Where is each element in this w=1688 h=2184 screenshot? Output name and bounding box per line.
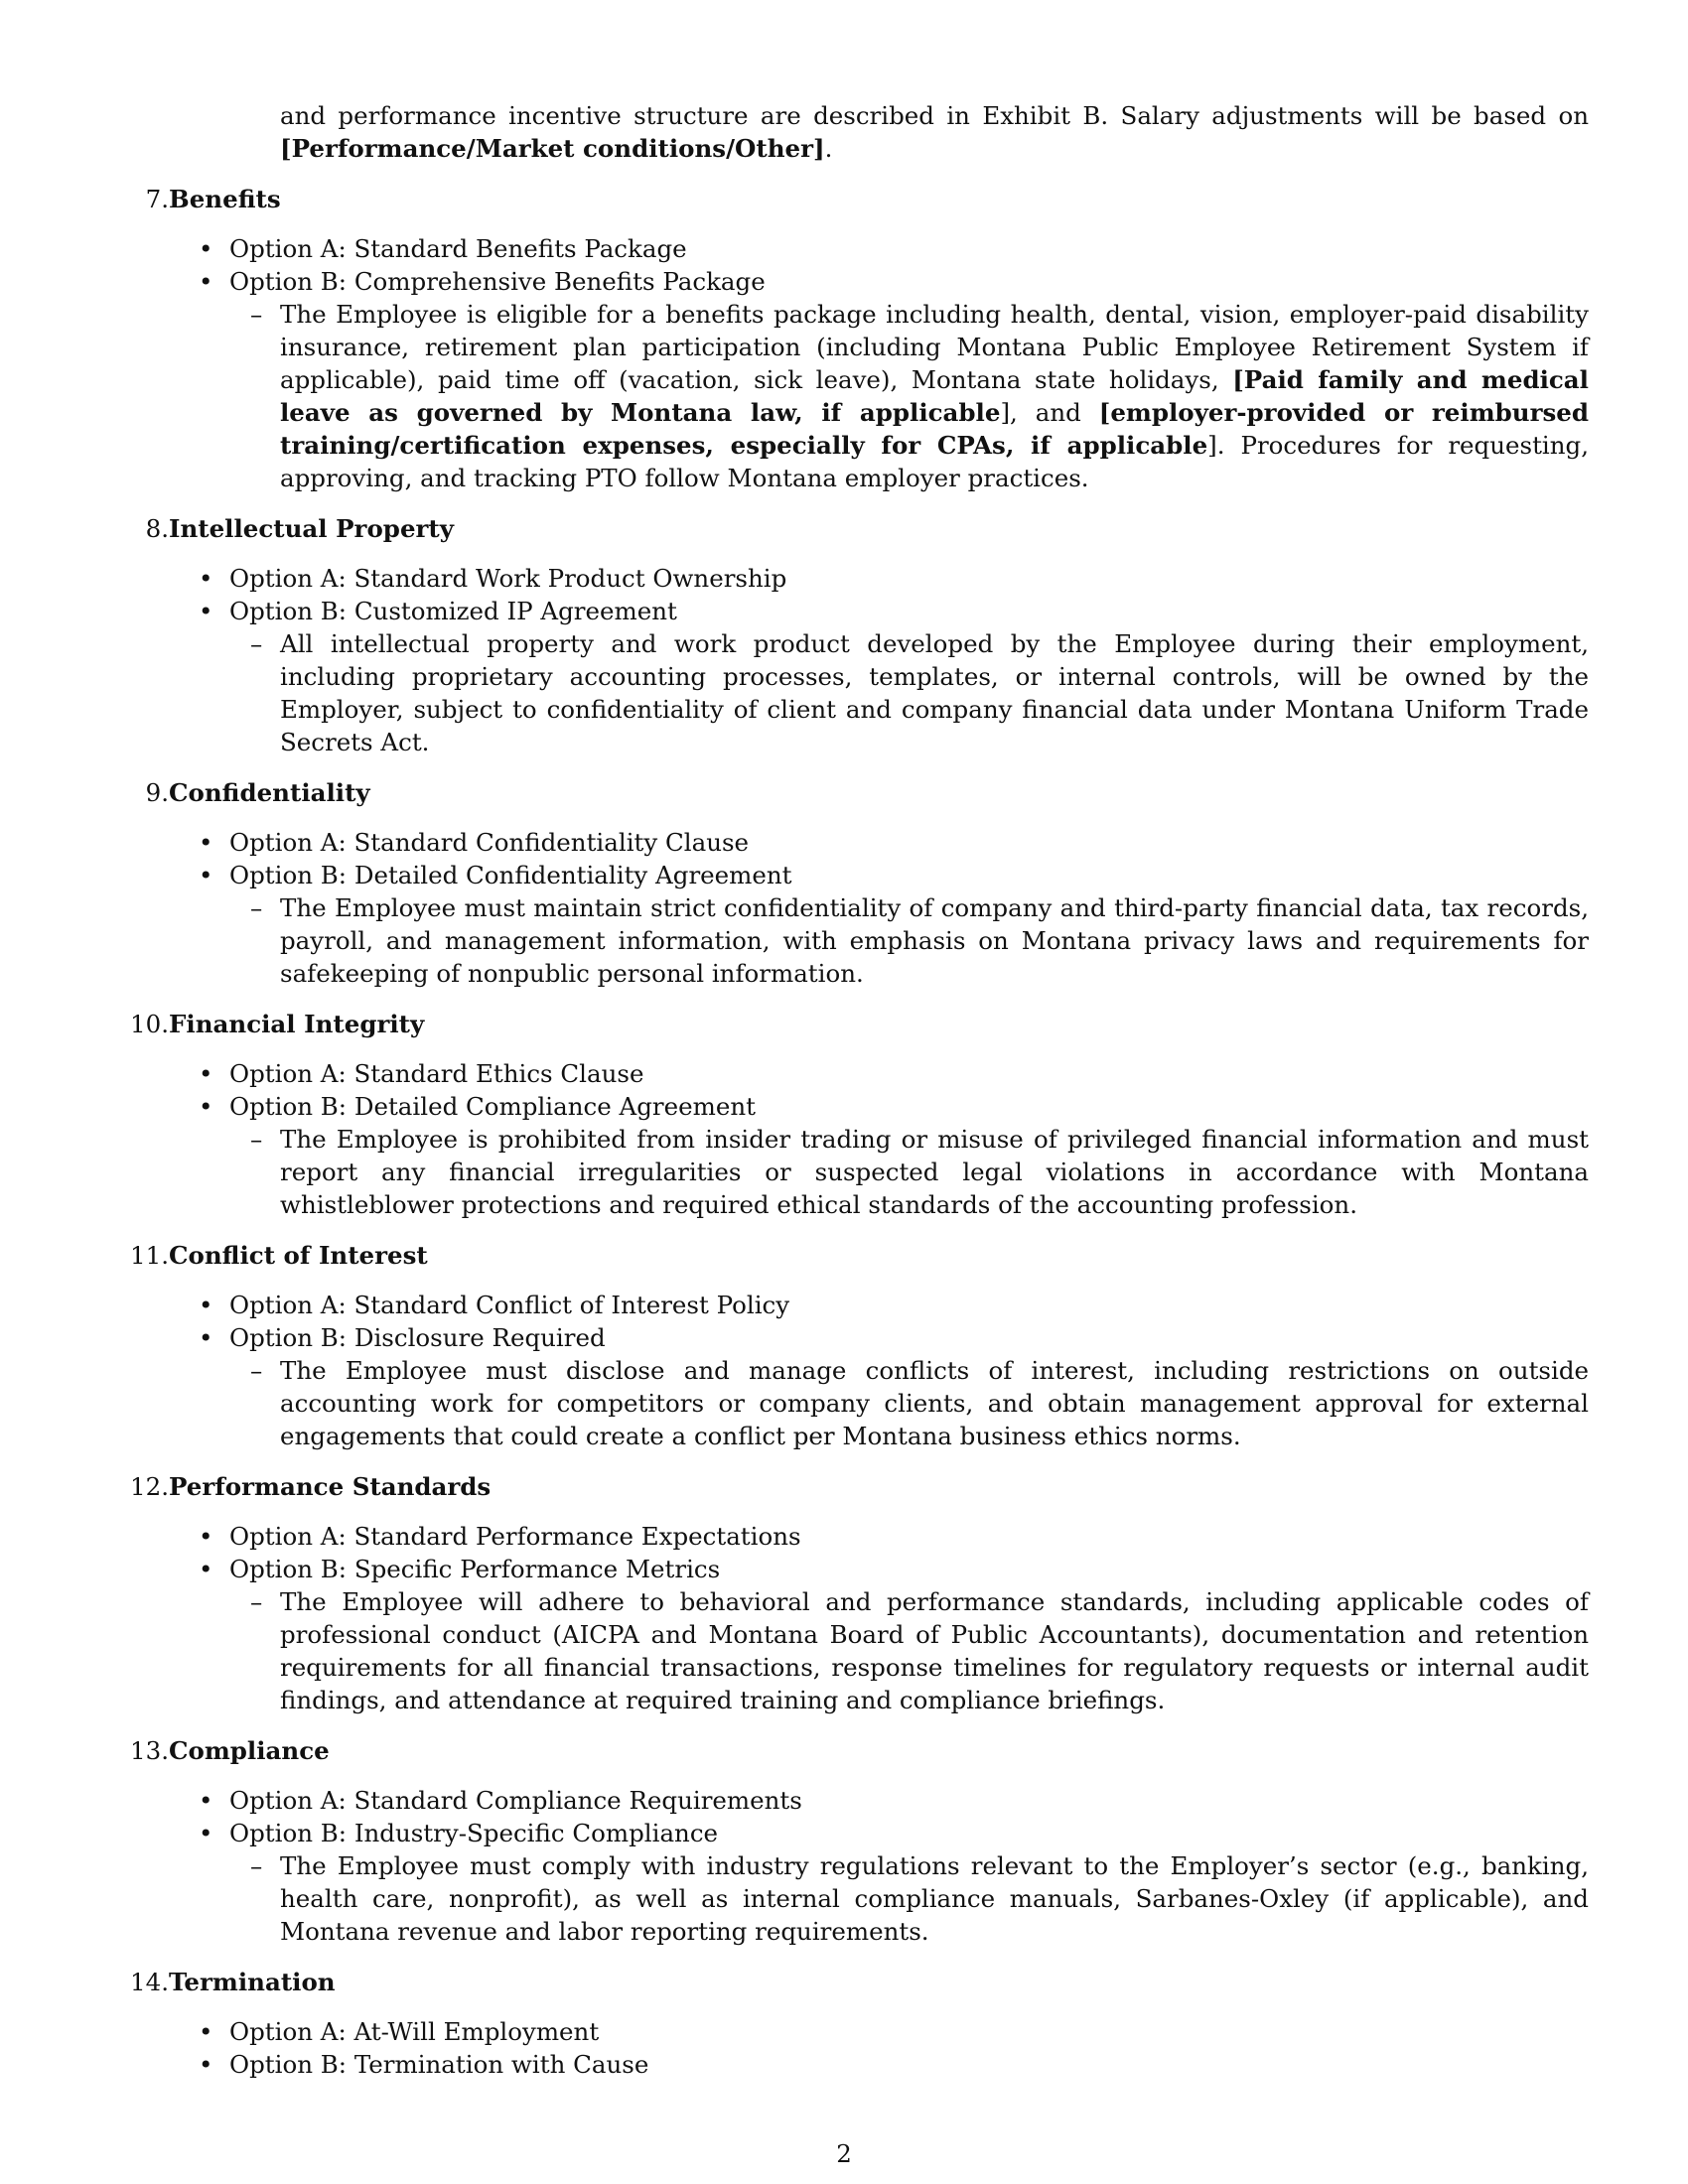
bullet-icon: • <box>199 1323 213 1352</box>
option-a-text: Option A: Standard Ethics Clause <box>229 1059 644 1088</box>
bullet-icon: • <box>199 234 213 263</box>
option-b-text: Option B: Comprehensive Benefits Package <box>229 267 766 296</box>
bullet-icon: • <box>199 1522 213 1551</box>
bullet-icon: • <box>199 1291 213 1319</box>
continued-text: and performance incentive structure are described in Exhibit B. Salary adjustments will be based on <box>280 101 1589 130</box>
detail-text: The Employee is prohibited from insider trading or misuse of privileged financial information and must report any financial irregularities or suspected legal violations in accordance with Montana whistleblower protections and required ethical standards of the accounting profession. <box>280 1125 1589 1219</box>
option-detail <box>250 1354 1589 1452</box>
detail-text: ], and <box>1000 398 1099 427</box>
option-b-item <box>0 1553 1688 1585</box>
option-a-item <box>0 1784 1688 1817</box>
option-detail <box>250 1123 1589 1221</box>
section-title: Intellectual Property <box>169 514 454 543</box>
section-title: Performance Standards <box>169 1472 492 1501</box>
section-confidentiality <box>0 776 1688 1008</box>
option-b-text: Option B: Termination with Cause <box>229 2050 649 2079</box>
section-heading <box>0 1239 1688 1273</box>
section-number: 14. <box>130 1968 169 1996</box>
section-heading <box>0 1734 1688 1768</box>
detail-text: ]. Procedures for requesting, approving, and tracking PTO follow Montana employer practices. <box>280 431 1589 492</box>
option-a-text: Option A: Standard Confidentiality Clause <box>229 828 750 857</box>
option-b-text: Option B: Specific Performance Metrics <box>229 1555 721 1583</box>
bullet-icon: • <box>199 1786 213 1815</box>
section-title: Compliance <box>169 1736 330 1765</box>
option-a-item <box>0 1289 1688 1321</box>
option-detail <box>250 891 1589 990</box>
section-benefits <box>0 183 1688 512</box>
dash-icon: – <box>250 1125 263 1154</box>
option-a-item <box>0 562 1688 595</box>
option-b-text: Option B: Detailed Confidentiality Agreement <box>229 861 792 889</box>
page-number: 2 <box>836 2139 852 2168</box>
section-heading <box>0 776 1688 810</box>
option-b-item <box>0 1090 1688 1123</box>
option-b-item <box>0 595 1688 627</box>
bullet-icon: • <box>199 861 213 889</box>
section-heading <box>0 1470 1688 1504</box>
dash-icon: – <box>250 629 263 658</box>
option-detail <box>250 298 1589 494</box>
bullet-icon: • <box>199 1555 213 1583</box>
option-b-text: Option B: Detailed Compliance Agreement <box>229 1092 756 1121</box>
continued-text-end: . <box>824 134 833 163</box>
option-a-text: Option A: Standard Conflict of Interest Policy <box>229 1291 790 1319</box>
option-b-item <box>0 859 1688 891</box>
option-a-item <box>0 2015 1688 2048</box>
dash-icon: – <box>250 893 263 922</box>
option-b-text: Option B: Customized IP Agreement <box>229 597 677 625</box>
bullet-icon: • <box>199 1092 213 1121</box>
bullet-icon: • <box>199 597 213 625</box>
section-title: Financial Integrity <box>169 1010 425 1038</box>
section-number: 13. <box>130 1736 169 1765</box>
section-performance-standards <box>0 1470 1688 1734</box>
section-intellectual-property <box>0 512 1688 776</box>
section-conflict-of-interest <box>0 1239 1688 1470</box>
continued-bold-text: [Performance/Market conditions/Other] <box>280 134 825 163</box>
section-compliance <box>0 1734 1688 1966</box>
option-a-item <box>0 826 1688 859</box>
bullet-icon: • <box>199 1819 213 1847</box>
section-financial-integrity <box>0 1008 1688 1239</box>
detail-text: All intellectual property and work product developed by the Employee during their employment, including proprietary accounting processes, templates, or internal controls, will be owned by the Employer, subject to confidentiality of client and company financial data under Montana Uniform Trade Secrets Act. <box>280 629 1589 756</box>
option-b-item <box>0 1321 1688 1354</box>
option-b-text: Option B: Disclosure Required <box>229 1323 606 1352</box>
sections-list <box>0 183 1688 2081</box>
section-heading <box>0 183 1688 216</box>
section-number: 8. <box>145 514 169 543</box>
option-a-text: Option A: Standard Compliance Requirements <box>229 1786 802 1815</box>
detail-text: The Employee will adhere to behavioral and performance standards, including applicable codes of professional conduct (AICPA and Montana Board of Public Accountants), documentation and retention requirements for all financial transactions, response timelines for regulatory requests or internal audit findings, and attendance at required training and compliance briefings. <box>280 1587 1589 1714</box>
section-title: Conflict of Interest <box>169 1241 428 1270</box>
section-termination <box>0 1966 1688 2081</box>
option-a-item <box>0 1520 1688 1553</box>
section-heading <box>0 512 1688 546</box>
detail-text: The Employee is eligible for a benefits package including health, dental, vision, employer-paid disability insurance, retirement plan participation (including Montana Public Employee Retirement System if applicable), paid time off (vacation, sick leave), Montana state holidays, <box>280 300 1589 394</box>
option-a-text: Option A: Standard Benefits Package <box>229 234 687 263</box>
section-number: 9. <box>145 778 169 807</box>
section-number: 10. <box>130 1010 169 1038</box>
continued-paragraph <box>280 99 1589 165</box>
option-b-text: Option B: Industry-Specific Compliance <box>229 1819 719 1847</box>
option-b-item <box>0 2048 1688 2081</box>
option-a-text: Option A: At-Will Employment <box>229 2017 600 2046</box>
option-detail <box>250 1585 1589 1716</box>
bullet-icon: • <box>199 2050 213 2079</box>
option-a-item <box>0 232 1688 265</box>
bullet-icon: • <box>199 267 213 296</box>
option-a-text: Option A: Standard Performance Expectations <box>229 1522 801 1551</box>
dash-icon: – <box>250 1587 263 1616</box>
section-heading <box>0 1008 1688 1041</box>
detail-text: The Employee must comply with industry regulations relevant to the Employer’s sector (e.g., banking, health care, nonprofit), as well as internal compliance manuals, Sarbanes-Oxley (if applicable), and Montana revenue and labor reporting requirements. <box>280 1851 1589 1946</box>
option-detail <box>250 1849 1589 1948</box>
bullet-icon: • <box>199 2017 213 2046</box>
section-number: 11. <box>130 1241 169 1270</box>
dash-icon: – <box>250 1851 263 1880</box>
dash-icon: – <box>250 1356 263 1385</box>
section-title: Benefits <box>169 185 281 213</box>
section-title: Termination <box>169 1968 336 1996</box>
option-b-item <box>0 265 1688 298</box>
detail-bold-text: [employer-provided or reimbursed training/certification expenses, especially for CPAs, if applicable <box>280 398 1589 460</box>
option-b-item <box>0 1817 1688 1849</box>
section-number: 12. <box>130 1472 169 1501</box>
dash-icon: – <box>250 300 263 329</box>
section-heading <box>0 1966 1688 1999</box>
detail-text: The Employee must disclose and manage conflicts of interest, including restrictions on outside accounting work for competitors or company clients, and obtain management approval for external engagements that could create a conflict per Montana business ethics norms. <box>280 1356 1589 1450</box>
bullet-icon: • <box>199 1059 213 1088</box>
bullet-icon: • <box>199 564 213 593</box>
section-number: 7. <box>145 185 169 213</box>
detail-text: The Employee must maintain strict confidentiality of company and third-party financial data, tax records, payroll, and management information, with emphasis on Montana privacy laws and requirements for safekeeping of nonpublic personal information. <box>280 893 1589 988</box>
section-title: Confidentiality <box>169 778 370 807</box>
option-detail <box>250 627 1589 758</box>
detail-bold-text: [Paid family and medical leave as governed by Montana law, if applicable <box>280 365 1589 427</box>
option-a-item <box>0 1057 1688 1090</box>
bullet-icon: • <box>199 828 213 857</box>
option-a-text: Option A: Standard Work Product Ownership <box>229 564 787 593</box>
